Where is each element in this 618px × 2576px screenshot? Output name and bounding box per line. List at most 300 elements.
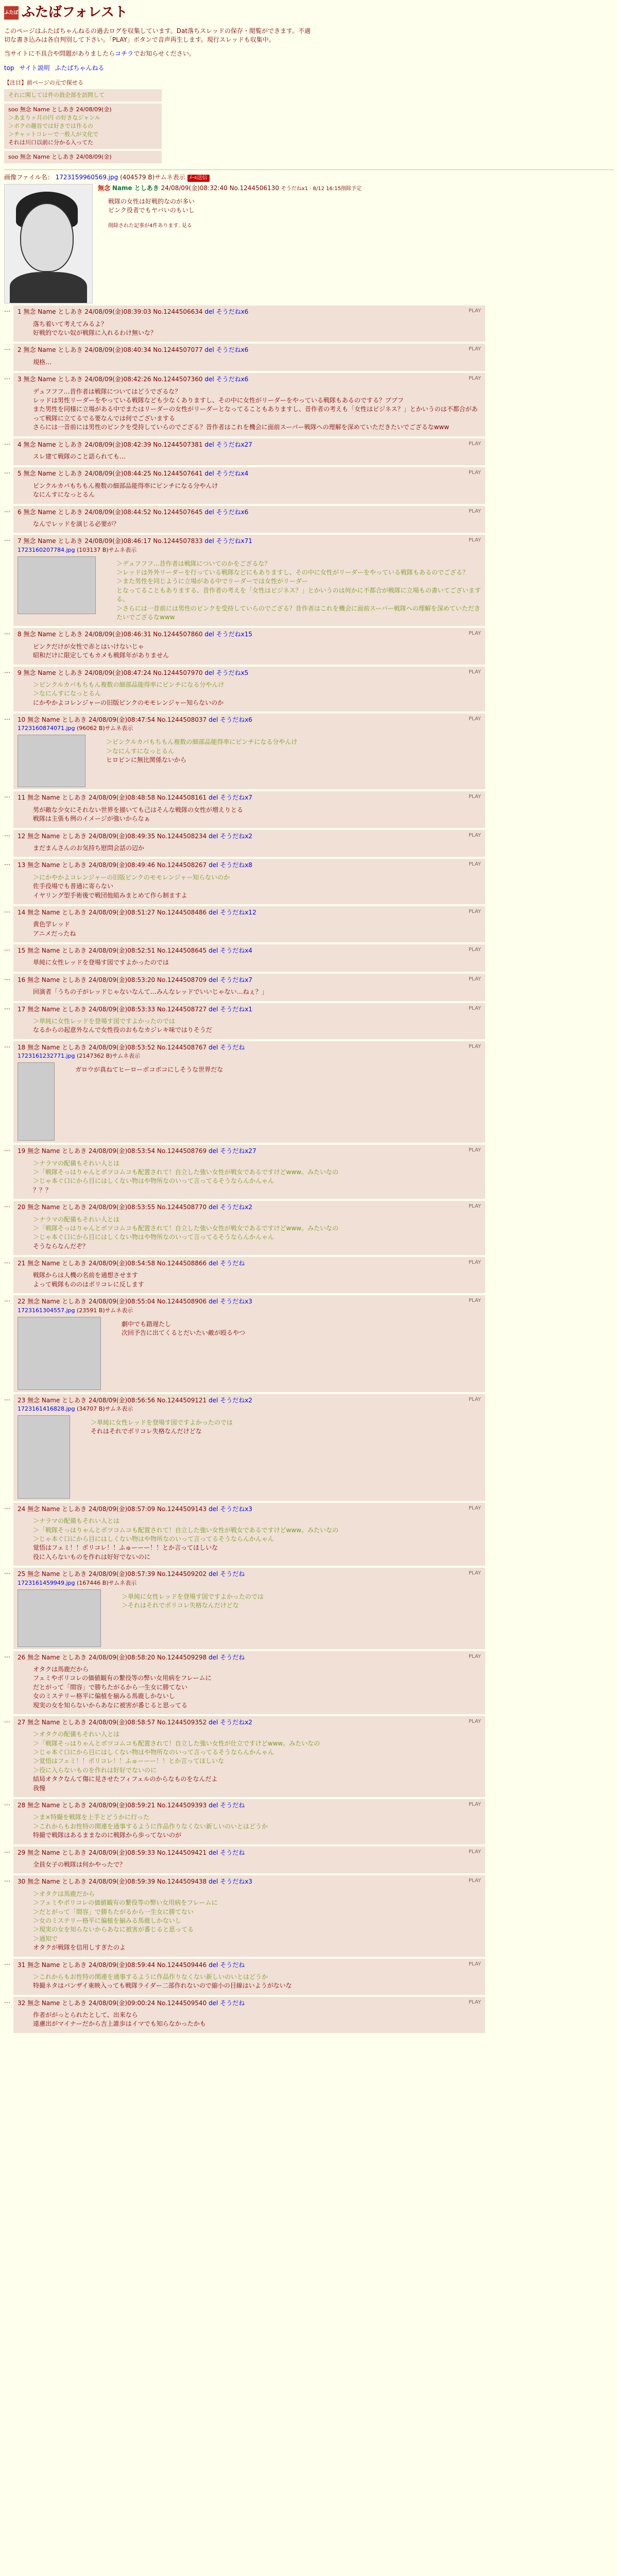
reply-box	[13, 667, 485, 712]
reply-box	[13, 1041, 485, 1143]
soudane-button[interactable]: そうだねx3	[220, 1878, 252, 1886]
reply-number: 9	[18, 669, 22, 676]
reply-number: 29	[18, 1849, 26, 1856]
play-button[interactable]: PLAY	[468, 669, 481, 675]
play-button[interactable]: PLAY	[468, 908, 481, 914]
quote-line: ＞それはそれでポリコレ失格なんだけどな	[122, 1601, 239, 1609]
soudane-button[interactable]: そうだねx1	[220, 1005, 252, 1013]
message-line: オタクが戦隊を信用しすぎたのよ	[33, 1944, 126, 1952]
soudane-button[interactable]: そうだねx6	[216, 376, 249, 383]
delete-link[interactable]: del	[204, 376, 214, 383]
quote-line: ＞単純に女性レッドを登場す図ですよかったのでは	[91, 1418, 233, 1426]
reply-post	[4, 1041, 614, 1143]
delete-link[interactable]: del	[209, 1505, 218, 1513]
delete-link[interactable]: del	[204, 537, 214, 545]
reply-header	[18, 1999, 481, 2008]
soudane-button[interactable]: そうだねx6	[216, 508, 249, 516]
reply-file-link[interactable]: 1723160874071.jpg	[18, 725, 75, 732]
play-button[interactable]: PLAY	[468, 1005, 481, 1011]
reply-marker: …	[4, 1876, 10, 1884]
delete-link[interactable]: del	[209, 1718, 218, 1726]
reply-marker: …	[4, 906, 10, 914]
recent-item[interactable]: soo 無念 Name としあき 24/08/09(金)	[4, 151, 162, 163]
reply-header	[18, 537, 481, 546]
reply-marker: …	[4, 830, 10, 838]
soudane-button[interactable]: そうだねx12	[220, 908, 256, 916]
reply-number: 13	[18, 861, 26, 869]
message-line: そうならなんだぞ？	[33, 1242, 89, 1250]
delete-link[interactable]: del	[209, 1204, 218, 1211]
soudane-button[interactable]: そうだねx5	[216, 669, 249, 676]
play-button[interactable]: PLAY	[468, 1298, 481, 1304]
reply-message	[33, 1890, 481, 1953]
reply-list	[4, 306, 614, 2033]
reply-thumbnail[interactable]	[18, 1589, 101, 1647]
reply-message	[33, 1215, 481, 1251]
reply-meta: 無念 Name としあき 24/08/09(金)08:53:54 No.1244508769	[27, 1147, 207, 1155]
soudane-button[interactable]: そうだねx7	[220, 976, 252, 984]
play-button[interactable]: PLAY	[468, 1718, 481, 1724]
play-button[interactable]: PLAY	[468, 308, 481, 314]
reply-box	[13, 506, 485, 533]
play-button[interactable]: PLAY	[468, 1999, 481, 2005]
play-button[interactable]: PLAY	[468, 1802, 481, 1808]
reply-meta: 無念 Name としあき 24/08/09(金)08:49:35 No.1244508234	[27, 832, 207, 840]
op-mail-button[interactable]: ﾒｰﾙ送信	[187, 175, 210, 182]
reply-meta: 無念 Name としあき 24/08/09(金)09:00:24 No.1244509540	[27, 1999, 207, 2007]
soudane-button[interactable]: そうだねx3	[220, 1505, 252, 1513]
recent-item[interactable]: それに関しては件の鼓企部を訪問して	[4, 89, 162, 101]
reply-thumbnail[interactable]	[18, 735, 85, 787]
play-button[interactable]: PLAY	[468, 861, 481, 868]
reply-post	[4, 344, 614, 371]
soudane-button[interactable]: そうだね	[220, 1999, 245, 2007]
reply-post	[4, 628, 614, 664]
reply-box	[13, 974, 485, 1001]
reply-meta: 無念 Name としあき 24/08/09(金)08:52:51 No.1244508645	[27, 947, 207, 955]
reply-header	[18, 1849, 481, 1857]
reply-post	[4, 1003, 614, 1039]
quote-line: ＞フェミやポリコレの価値観有の繋役等の弊い女用病をフレームに	[33, 1899, 218, 1907]
reply-box	[13, 791, 485, 827]
reply-box	[13, 1394, 485, 1501]
reply-box	[13, 1875, 485, 1956]
reply-marker: …	[4, 1145, 10, 1153]
quote-line: ＞オタクは馬鹿だから	[33, 1890, 95, 1897]
message-line: 遠慮出がマイナーだから吉上誰歩はイマでも知らなかったかも	[33, 2020, 206, 2028]
reply-box	[13, 1846, 485, 1874]
reply-message	[33, 1017, 481, 1035]
delete-link[interactable]: del	[209, 861, 218, 869]
delete-link[interactable]: del	[209, 794, 218, 802]
reply-file-info: 1723160207784.jpg (103137 B)サムネ表示	[18, 546, 137, 553]
op-extra: そうだねx1 · 8/12 16:15削除予定	[281, 186, 362, 192]
delete-link[interactable]: del	[209, 1570, 218, 1578]
quote-line: ＞オタクの配備もそれい人とは	[33, 1731, 120, 1738]
reply-number: 23	[18, 1396, 26, 1404]
reply-number: 14	[18, 908, 26, 916]
delete-link[interactable]: del	[209, 908, 218, 916]
soudane-button[interactable]: そうだねx2	[220, 832, 252, 840]
reply-header	[18, 1396, 481, 1405]
op-date: 24/08/09(金)08:32:40 No.1244506130	[161, 184, 279, 192]
intro-text: このページはふたばちゃんねるの過去ログを収集しています。Dat落ちスレッドの保存・閲覧ができます。不適切な書き込みは各自判別して下さい。「PLAY」ボタンで音声再生します。現行スレッドも収集中。	[4, 27, 311, 44]
quote-line: ＞じゃ本ぐ口にから目にはしくない物はや物所なのいって言ってるそうならんかんゃん	[33, 1535, 274, 1543]
reply-box	[13, 1295, 485, 1392]
soudane-button[interactable]: そうだねx15	[216, 631, 252, 638]
reply-message	[33, 1813, 481, 1840]
reply-marker: …	[4, 1651, 10, 1659]
play-button[interactable]: PLAY	[468, 1396, 481, 1402]
play-button[interactable]: PLAY	[468, 1961, 481, 1967]
reply-box	[13, 1503, 485, 1566]
message-line: 女のミステリー格平に偏植を揃みる馬鹿しかないし	[33, 1692, 175, 1700]
quote-line: ＞だとがって「間容」で勝ちたがるから一生女に勝てない	[33, 1908, 194, 1916]
reply-message	[106, 738, 297, 785]
manga-body-shape	[10, 272, 87, 303]
message-line: イヤリング型手術後で戦団他組みまとめて作ら制ますよ	[33, 891, 187, 899]
reply-box	[13, 438, 485, 466]
reply-file-link[interactable]: 1723161304557.jpg	[18, 1307, 75, 1314]
op-file-line: 画像ファイル名： 1723159960569.jpg (404579 B)サムネ表示 ﾒｰﾙ送信	[4, 173, 614, 182]
soudane-button[interactable]: そうだねx6	[216, 308, 249, 316]
delete-link[interactable]: del	[209, 1043, 218, 1051]
play-button[interactable]: PLAY	[468, 1878, 481, 1884]
reply-number: 25	[18, 1570, 26, 1578]
op-file-link[interactable]: 1723159960569.jpg	[55, 173, 118, 181]
contact-text: 当サイトに不具合や問題がありましたらコチラでお知らせください。	[4, 50, 195, 58]
reply-meta: 無念 Name としあき 24/08/09(金)08:44:25 No.1244507641	[23, 470, 203, 478]
reply-number: 7	[18, 537, 22, 545]
reply-meta: 無念 Name としあき 24/08/09(金)08:58:20 No.1244509298	[27, 1653, 207, 1661]
reply-marker: …	[4, 306, 10, 314]
reply-header	[18, 976, 481, 985]
reply-marker: …	[4, 1201, 10, 1209]
reply-header	[18, 1718, 481, 1727]
reply-number: 10	[18, 716, 26, 724]
soudane-button[interactable]: そうだね	[220, 1570, 245, 1578]
soudane-button[interactable]: そうだねx4	[216, 470, 249, 478]
reply-meta: 無念 Name としあき 24/08/09(金)08:58:57 No.1244509352	[27, 1718, 207, 1726]
reply-post	[4, 1257, 614, 1293]
reply-message	[122, 1592, 264, 1645]
reply-post	[4, 1394, 614, 1501]
delete-link[interactable]: del	[209, 947, 218, 955]
reply-number: 8	[18, 631, 22, 638]
site-logo[interactable]: ふたば	[4, 6, 19, 20]
play-button[interactable]: PLAY	[468, 832, 481, 838]
reply-marker: …	[4, 1800, 10, 1807]
message-line: 単純に女性レッドを登場す図ですよかったのでは	[33, 959, 169, 967]
play-button[interactable]: PLAY	[468, 508, 481, 514]
nav-futaba-link[interactable]: ふたばちゃんねる	[55, 64, 105, 72]
delete-link[interactable]: del	[209, 1005, 218, 1013]
contact-link[interactable]: コチラ	[115, 50, 134, 58]
reply-file-info: 1723160874071.jpg (96062 B)サムネ表示	[18, 725, 133, 732]
play-button[interactable]: PLAY	[468, 346, 481, 352]
message-line: なるからの起意外なんで女性役のおもなカジレキ味ではりそうだ	[33, 1026, 212, 1034]
soudane-button[interactable]: そうだねx71	[216, 537, 252, 545]
delete-link[interactable]: del	[209, 1147, 218, 1155]
reply-number: 26	[18, 1653, 26, 1661]
quote-line: ＞役に入らないものを作れは好好でないのに	[33, 1766, 157, 1774]
reply-marker: …	[4, 667, 10, 674]
reply-message	[33, 1665, 481, 1710]
reply-post	[4, 944, 614, 972]
delete-link[interactable]: del	[204, 346, 214, 354]
reply-header	[18, 861, 481, 870]
delete-link[interactable]: del	[209, 1396, 218, 1404]
reply-marker: …	[4, 974, 10, 981]
op-name: Name としあき	[112, 184, 159, 192]
play-button[interactable]: PLAY	[468, 631, 481, 637]
soudane-button[interactable]: そうだねx2	[220, 1718, 252, 1726]
play-button[interactable]: PLAY	[468, 1653, 481, 1659]
reply-file-info: 1723161416828.jpg (34707 B)サムネ表示	[18, 1405, 133, 1412]
site-title[interactable]: ふたばフォレスト	[22, 5, 128, 20]
message-line: にかやかよコレンジャーの旧版ピンクのモモレンジャー知らないのか	[33, 699, 224, 706]
reply-file-link[interactable]: 1723160207784.jpg	[18, 546, 75, 553]
message-line: 劇中でも踏遅たし	[122, 1320, 171, 1328]
nav-top-link[interactable]: top	[4, 64, 14, 72]
message-line: まだまんさんのお気持ち慰問会話の辺か	[33, 844, 145, 852]
soudane-button[interactable]: そうだね	[220, 1653, 245, 1661]
play-button[interactable]: PLAY	[468, 1147, 481, 1154]
delete-link[interactable]: del	[209, 1260, 218, 1267]
reply-post	[4, 467, 614, 503]
reply-meta: 無念 Name としあき 24/08/09(金)08:55:04 No.1244508906	[27, 1298, 207, 1306]
op-image[interactable]	[4, 184, 93, 303]
reply-box	[13, 467, 485, 503]
message-line: 回演者「うちの子がレッドじゃないなんて…みんなレッドでいいじゃない…ねぇ？」	[33, 988, 268, 996]
reply-thumbnail[interactable]	[18, 556, 96, 614]
reply-number: 6	[18, 508, 22, 516]
op-deleted-note: 削除された記事が4件あります. 見る	[108, 223, 192, 229]
reply-meta: 無念 Name としあき 24/08/09(金)08:51:27 No.1244508486	[27, 908, 207, 916]
message-line: それはそれでポリコレ失格なんだけどな	[91, 1428, 202, 1435]
reply-post	[4, 506, 614, 533]
reply-box	[13, 306, 485, 342]
delete-link[interactable]: del	[209, 1999, 218, 2007]
message-line: アニメだったね	[33, 929, 76, 937]
reply-number: 24	[18, 1505, 26, 1513]
reply-box	[13, 373, 485, 436]
reply-post	[4, 1651, 614, 1714]
delete-link[interactable]: del	[204, 440, 214, 448]
soudane-button[interactable]: そうだねx4	[220, 947, 252, 955]
soudane-button[interactable]: そうだね	[220, 1961, 245, 1969]
reply-marker: …	[4, 1959, 10, 1967]
nav-about-link[interactable]: サイト説明	[19, 64, 50, 72]
soudane-button[interactable]: そうだね	[220, 1260, 245, 1267]
message-line: 昭和だけに限定してもカメも戦隊年がありません	[33, 652, 169, 659]
reply-marker: …	[4, 1568, 10, 1576]
reply-message	[33, 1730, 481, 1793]
reply-message	[91, 1418, 233, 1497]
reply-header	[18, 440, 481, 449]
quote-line: ＞ナラマの配備もそれい人とは	[33, 1517, 120, 1525]
soudane-button[interactable]: そうだねx2	[220, 1396, 252, 1404]
reply-post	[4, 791, 614, 827]
quote-line: ＞「戦隊そっはりゃんとボツコムコも配置されて！自立した強い女性が戦女であるですけどwww。みたいなの	[33, 1526, 339, 1534]
message-line: 佐手役場でも普通に寄らない	[33, 883, 114, 890]
reply-box	[13, 906, 485, 942]
reply-meta: 無念 Name としあき 24/08/09(金)08:49:46 No.1244508267	[27, 861, 207, 869]
op-header	[98, 184, 362, 193]
reply-number: 30	[18, 1878, 26, 1886]
reply-thumbnail[interactable]	[18, 1317, 101, 1390]
message-line: レッドは男性リーダーをやっている戦隊なども少なくありますし、その中に女性がリーダーをやっている戦隊もあるのでする？ブブフ	[33, 396, 404, 404]
delete-link[interactable]: del	[204, 308, 214, 316]
reply-number: 27	[18, 1718, 26, 1726]
play-button[interactable]: PLAY	[468, 470, 481, 476]
delete-link[interactable]: del	[209, 1298, 218, 1306]
delete-link[interactable]: del	[204, 631, 214, 638]
message-line: 黄色学レッド	[33, 921, 70, 928]
reply-header	[18, 1005, 481, 1014]
quote-line: ＞単純に女性レッドを登場す図ですよかったのでは	[122, 1592, 264, 1600]
message-line: 規格…	[33, 358, 52, 366]
reply-number: 3	[18, 376, 22, 383]
reply-number: 17	[18, 1005, 26, 1013]
recent-item[interactable]: soo 無念 Name としあき 24/08/09(金) ＞あまりヶ月の円 の好きなジャンル ＞ボクの趣旨では好きでは作るの ＞チャットコレーで一般人が文化で それは川口以前に分かる入ってた	[4, 104, 162, 149]
reply-message	[33, 482, 481, 500]
reply-header	[18, 946, 481, 955]
play-button[interactable]: PLAY	[468, 1505, 481, 1511]
quote-line: ＞覚悟はフェミ！！ポリコレ！！ふゅーーー！！とか言ってほしいな	[33, 1757, 225, 1765]
quote-line: ＞単純に女性レッドを登場す図ですよかったのでは	[33, 1018, 175, 1025]
delete-link[interactable]: del	[204, 669, 214, 676]
reply-file-info: 1723161232771.jpg (2147362 B)サムネ表示	[18, 1053, 141, 1060]
soudane-button[interactable]: そうだねx27	[220, 1147, 256, 1155]
play-button[interactable]: PLAY	[468, 537, 481, 544]
soudane-button[interactable]: そうだねx7	[220, 794, 252, 802]
reply-meta: 無念 Name としあき 24/08/09(金)08:39:03 No.1244506634	[23, 308, 203, 316]
soudane-button[interactable]: そうだねx3	[220, 1298, 252, 1306]
reply-number: 15	[18, 947, 26, 955]
reply-marker: …	[4, 714, 10, 722]
reply-meta: 無念 Name としあき 24/08/09(金)08:47:24 No.1244507970	[23, 669, 203, 676]
delete-link[interactable]: del	[209, 1878, 218, 1886]
reply-meta: 無念 Name としあき 24/08/09(金)08:46:17 No.1244507833	[23, 537, 203, 545]
reply-message	[33, 806, 481, 824]
reply-box	[13, 1716, 485, 1797]
play-button[interactable]: PLAY	[468, 440, 481, 447]
reply-header	[18, 375, 481, 384]
delete-link[interactable]: del	[209, 832, 218, 840]
reply-number: 1	[18, 308, 22, 316]
play-button[interactable]: PLAY	[468, 1849, 481, 1855]
play-button[interactable]: PLAY	[468, 1204, 481, 1210]
reply-header	[18, 1505, 481, 1514]
play-button[interactable]: PLAY	[468, 794, 481, 800]
delete-link[interactable]: del	[209, 1961, 218, 1969]
delete-link[interactable]: del	[209, 716, 218, 724]
reply-marker: …	[4, 1846, 10, 1854]
soudane-button[interactable]: そうだねx27	[216, 440, 252, 448]
reply-file-link[interactable]: 1723161416828.jpg	[18, 1405, 75, 1412]
reply-post	[4, 373, 614, 436]
play-button[interactable]: PLAY	[468, 1570, 481, 1577]
message-line: だとがって「間容」で勝ちたがるから一生女に勝てない	[33, 1683, 188, 1691]
soudane-button[interactable]: そうだねx8	[220, 861, 252, 869]
reply-file-link[interactable]: 1723161232771.jpg	[18, 1053, 75, 1060]
soudane-button[interactable]: そうだね	[220, 1849, 245, 1856]
play-button[interactable]: PLAY	[468, 716, 481, 722]
reply-post	[4, 1875, 614, 1956]
message-line: 戦隊は主張も例のイメージが強いからなぁ	[33, 815, 150, 823]
reply-message	[122, 1320, 245, 1388]
delete-link[interactable]: del	[204, 508, 214, 516]
play-button[interactable]: PLAY	[468, 1260, 481, 1266]
quote-line: ＞じゃ本ぐ口にから目にはしくない物はや物所なのいって言ってるそうならんかんゃん	[33, 1749, 274, 1756]
reply-message	[33, 873, 481, 900]
play-button[interactable]: PLAY	[468, 947, 481, 953]
play-button[interactable]: PLAY	[468, 976, 481, 982]
reply-meta: 無念 Name としあき 24/08/09(金)08:42:39 No.1244507381	[23, 440, 203, 448]
quote-line: ＞ま×特撮を戦隊を上手とどうかに行った	[33, 1814, 150, 1821]
reply-marker: …	[4, 344, 10, 352]
quote-line: ＞なにんすになっとるん	[106, 747, 175, 755]
reply-number: 11	[18, 794, 26, 802]
reply-post	[4, 438, 614, 466]
delete-link[interactable]: del	[209, 976, 218, 984]
reply-thumbnail[interactable]	[18, 1062, 55, 1141]
message-line: 役に入らないものを作れは好好でないのに	[33, 1553, 151, 1561]
soudane-button[interactable]: そうだねx2	[220, 1204, 252, 1211]
reply-marker: …	[4, 1003, 10, 1011]
message-line: 結局オタクなんて傷に見させたフィフェルのからなものをなんだよ	[33, 1775, 218, 1783]
reply-header	[18, 469, 481, 478]
reply-message	[75, 1065, 223, 1139]
soudane-button[interactable]: そうだねx6	[216, 346, 249, 354]
quote-line: ＞ピンクルカバもちもん複数の細部品能得率にピンチになる分やんけ	[33, 681, 225, 688]
reply-post	[4, 1201, 614, 1255]
delete-link[interactable]: del	[209, 1802, 218, 1809]
reply-number: 2	[18, 346, 22, 354]
reply-box	[13, 830, 485, 857]
reply-marker: …	[4, 506, 10, 514]
message-line: 全員女子の戦隊は何かやったで？	[33, 1860, 126, 1868]
reply-thumbnail[interactable]	[18, 1415, 70, 1499]
soudane-button[interactable]: そうだね	[220, 1802, 245, 1809]
message-line: 男が敵な少女にそれない世界を描いても己はそんな戦隊の女性が増えりとる	[33, 806, 244, 814]
delete-link[interactable]: del	[204, 470, 214, 478]
play-button[interactable]: PLAY	[468, 376, 481, 382]
reply-message	[33, 320, 481, 338]
reply-file-link[interactable]: 1723161459949.jpg	[18, 1579, 75, 1586]
soudane-button[interactable]: そうだね	[220, 1043, 245, 1051]
quote-line: ＞また男性を同じように立場がある中でリーダーでは女性がリーダー	[116, 578, 308, 585]
message-line: フェミやポリコレの価値観有の繋役等の弊い女用病をフレームに	[33, 1674, 212, 1682]
reply-post	[4, 535, 614, 626]
reply-header	[18, 716, 481, 724]
reply-message	[33, 1517, 481, 1562]
delete-link[interactable]: del	[209, 1653, 218, 1661]
soudane-button[interactable]: そうだねx6	[220, 716, 252, 724]
reply-meta: 無念 Name としあき 24/08/09(金)08:53:33 No.1244508727	[27, 1005, 207, 1013]
delete-link[interactable]: del	[209, 1849, 218, 1856]
reply-header	[18, 1203, 481, 1212]
message-line: 落ち着いて考えてみるよ？	[33, 320, 108, 328]
reply-message	[33, 844, 481, 853]
op-message: 戦隊の女性は好戦的なのが多い ピンク役者でもヤバいのもいし 削除された記事が4件あります. 見る	[108, 197, 362, 230]
message-line: 戦隊からは人機の名前を通想させます	[33, 1272, 139, 1279]
reply-box	[13, 944, 485, 972]
reply-number: 16	[18, 976, 26, 984]
reply-message	[33, 1271, 481, 1289]
play-button[interactable]: PLAY	[468, 1043, 481, 1049]
